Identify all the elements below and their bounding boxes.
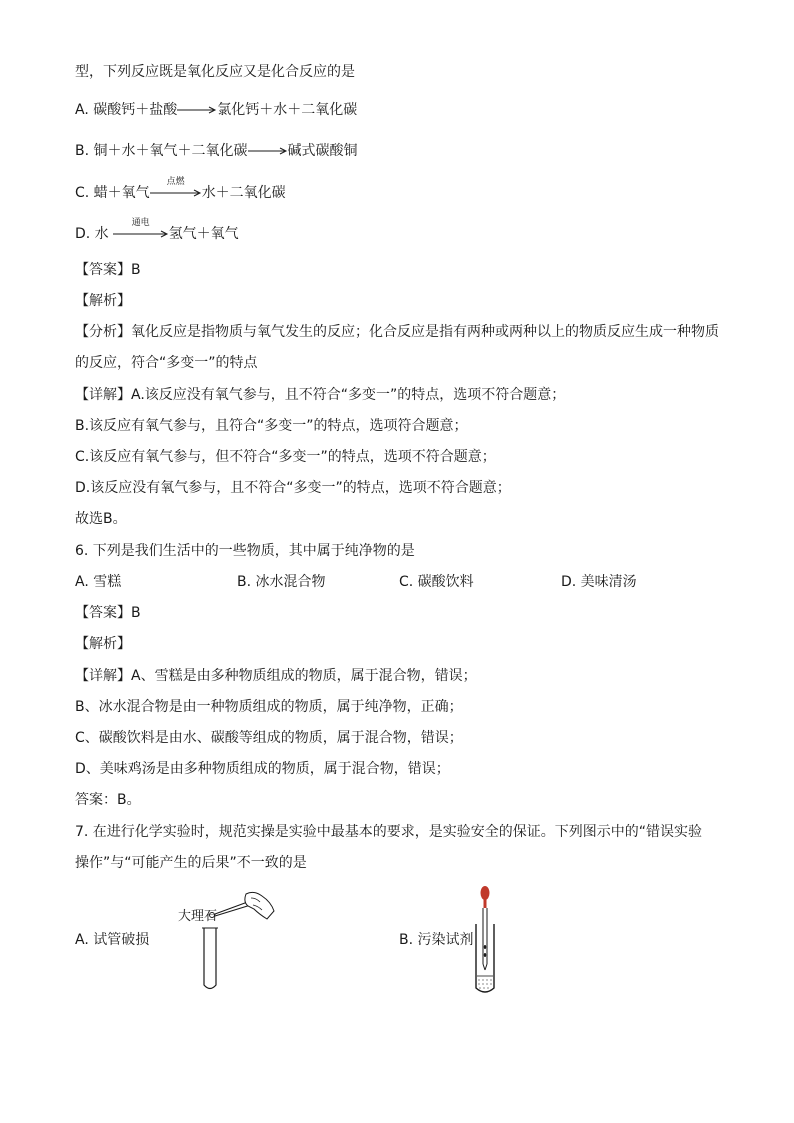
q6-option-d: D. 美味清汤	[561, 574, 637, 590]
q7-option-b: B. 污染试剂	[399, 932, 474, 948]
figure-dropper-bottle	[468, 884, 502, 998]
conclusion: 故选B。	[75, 511, 127, 527]
answer-label: 【答案】B	[75, 262, 141, 278]
detail-d: D.该反应没有氧气参与，且不符合“多变一”的特点，选项不符合题意；	[75, 480, 511, 496]
reaction-arrow-icon	[248, 146, 288, 156]
reaction-condition: 点燃	[166, 177, 185, 187]
q6-option-c: C. 碳酸饮料	[399, 574, 474, 590]
question-intro: 型，下列反应既是氧化反应又是化合反应的是	[75, 64, 355, 80]
option-a-products: 氯化钙＋水＋二氧化碳	[217, 102, 358, 118]
option-a-reactants: A. 碳酸钙＋盐酸	[75, 102, 178, 118]
detail-line-3: C、碳酸饮料是由水、碳酸等组成的物质，属于混合物，错误；	[75, 730, 463, 746]
analysis-text-1: 【分析】氧化反应是指物质与氧气发生的反应；化合反应是指有两种或两种以上的物质反应生成一种物质	[75, 324, 719, 340]
marble-label: 大理石	[178, 909, 218, 924]
question-6: 6. 下列是我们生活中的一些物质，其中属于纯净物的是	[75, 543, 415, 559]
q6-option-b: B. 冰水混合物	[237, 574, 326, 590]
option-d-products: 氢气＋氧气	[168, 226, 239, 242]
answer-text: 答案：B。	[75, 792, 141, 808]
dropper-in-tube-icon	[468, 884, 502, 998]
answer-label: 【答案】B	[75, 605, 141, 621]
option-c	[75, 177, 286, 203]
option-c-reactants: C. 蜡＋氧气	[75, 185, 150, 201]
option-b	[75, 141, 358, 161]
option-c-products: 水＋二氧化碳	[201, 185, 286, 201]
detail-line-1: 【详解】A、雪糕是由多种物质组成的物质，属于混合物，错误；	[75, 668, 477, 684]
analysis-text-2: 的反应，符合“多变一”的特点	[75, 355, 258, 371]
detail-c: C.该反应有氧气参与，但不符合“多变一”的特点，选项不符合题意；	[75, 449, 496, 465]
analysis-label: 【解析】	[75, 293, 131, 309]
analysis-label: 【解析】	[75, 636, 131, 652]
option-d	[75, 218, 239, 244]
detail-b: B.该反应有氧气参与，且符合“多变一”的特点，选项符合题意；	[75, 418, 468, 434]
q6-option-a: A. 雪糕	[75, 574, 122, 590]
detail-line-2: B、冰水混合物是由一种物质组成的物质，属于纯净物，正确；	[75, 699, 463, 715]
question-7-line-2: 操作”与“可能产生的后果”不一致的是	[75, 855, 307, 871]
figure-tweezers-test-tube	[150, 888, 280, 996]
reaction-arrow-icon	[177, 105, 217, 115]
detail-a: 【详解】A.该反应没有氧气参与，且不符合“多变一”的特点，选项不符合题意；	[75, 387, 566, 403]
reaction-arrow-icon	[150, 177, 202, 198]
reaction-condition: 通电	[131, 218, 150, 228]
option-b-products: 碱式碳酸铜	[287, 143, 358, 159]
option-d-reactants: D. 水	[75, 226, 109, 242]
option-b-reactants: B. 铜＋水＋氧气＋二氧化碳	[75, 143, 248, 159]
detail-line-4: D、美味鸡汤是由多种物质组成的物质，属于混合物，错误；	[75, 761, 450, 777]
q7-option-a: A. 试管破损	[75, 932, 150, 948]
tweezers-test-tube-icon	[150, 888, 280, 996]
option-a	[75, 100, 357, 120]
reaction-arrow-icon	[113, 218, 169, 239]
question-7-line-1: 7. 在进行化学实验时，规范实操是实验中最基本的要求，是实验安全的保证。下列图示中的“错误实验	[75, 824, 703, 840]
